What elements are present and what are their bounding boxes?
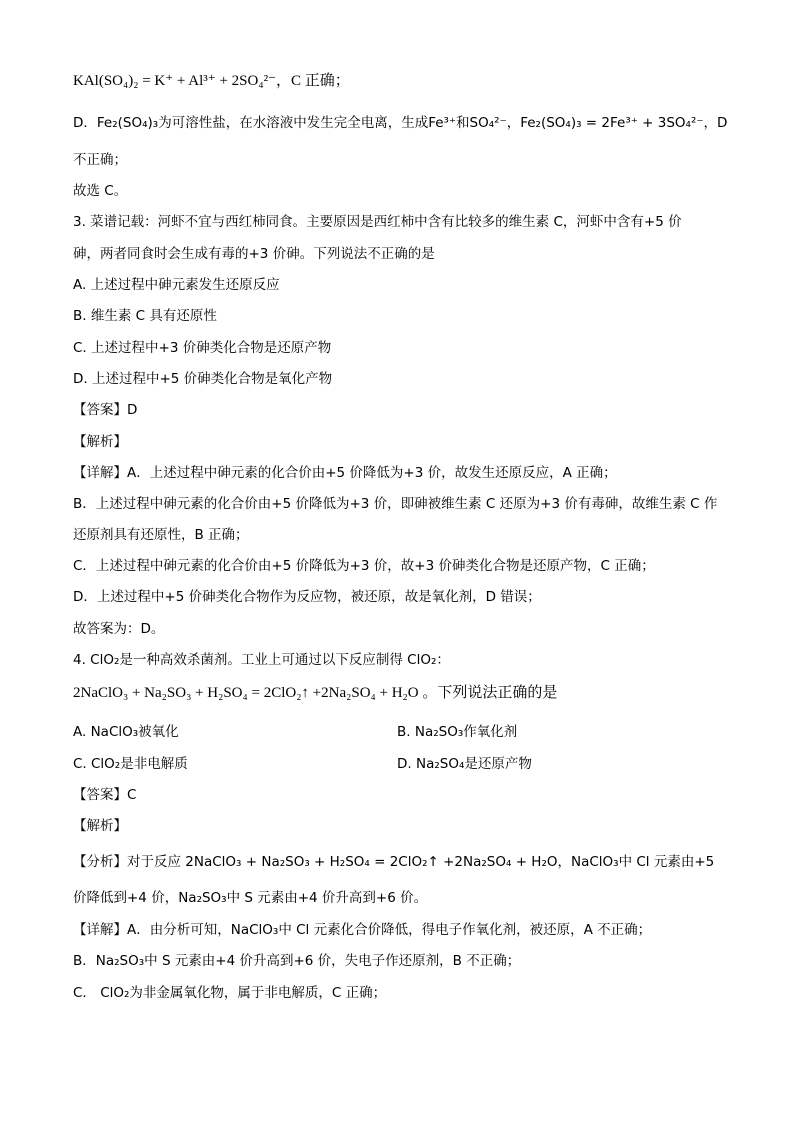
question-3-detail-d: D．上述过程中+5 价砷类化合物作为反应物，被还原，故是氧化剂，D 错误； (73, 589, 541, 605)
question-4-analysis-heading: 【解析】 (73, 818, 127, 834)
question-3-conclusion: 故答案为：D。 (73, 621, 165, 637)
question-3-detail-b-line-1: B．上述过程中砷元素的化合价由+5 价降低为+3 价，即砷被维生素 C 还原为+3 价有毒砷，故维生素 C 作 (73, 496, 718, 512)
text-line-kal-ionization: KAl(SO₄)₂ = K⁺ + Al³⁺ + 2SO₄²⁻，C 正确； (73, 73, 350, 89)
question-3-analysis-heading: 【解析】 (73, 434, 127, 450)
question-3-answer: 【答案】D (73, 402, 138, 418)
question-4-analysis-line-1: 【分析】对于反应 2NaClO₃ + Na₂SO₃ + H₂SO₄ = 2ClO₂↑ +2Na₂SO₄ + H₂O，NaClO₃中 Cl 元素由+5 (73, 854, 715, 870)
question-4-equation-line: 2NaClO₃ + Na₂SO₃ + H₂SO₄ = 2ClO₂↑ +2Na₂SO₄ + H₂O 。下列说法正确的是 (73, 685, 558, 701)
question-4-detail-b: B．Na₂SO₃中 S 元素由+4 价升高到+6 价，失电子作还原剂，B 不正确； (73, 953, 521, 969)
text-line-choose-c: 故选 C。 (73, 183, 128, 199)
question-4-option-d: D. Na₂SO₄是还原产物 (397, 756, 532, 772)
question-4-analysis-line-2: 价降低到+4 价，Na₂SO₃中 S 元素由+4 价升高到+6 价。 (73, 890, 428, 906)
question-4-answer: 【答案】C (73, 787, 137, 803)
text-line-option-d-fe2so43: D．Fe₂(SO₄)₃为可溶性盐，在水溶液中发生完全电离，生成Fe³⁺和SO₄²⁻，Fe₂(SO₄)₃ = 2Fe³⁺ + 3SO₄²⁻，D (73, 115, 728, 131)
question-4-option-b: B. Na₂SO₃作氧化剂 (397, 724, 518, 740)
question-3-stem-line-1: 3. 菜谱记载：河虾不宜与西红柿同食。主要原因是西红柿中含有比较多的维生素 C，河虾中含有+5 价 (73, 214, 682, 230)
question-3-detail-b-line-2: 还原剂具有还原性，B 正确； (73, 527, 249, 543)
question-4-option-c: C. ClO₂是非电解质 (73, 756, 188, 772)
question-4-option-a: A. NaClO₃被氧化 (73, 724, 179, 740)
question-3-stem-line-2: 砷，两者同食时会生成有毒的+3 价砷。下列说法不正确的是 (73, 246, 435, 262)
question-3-detail-a: 【详解】A．上述过程中砷元素的化合价由+5 价降低为+3 价，故发生还原反应，A 正确； (73, 465, 617, 481)
question-3-option-a: A. 上述过程中砷元素发生还原反应 (73, 277, 280, 293)
question-3-detail-c: C．上述过程中砷元素的化合价由+5 价降低为+3 价，故+3 价砷类化合物是还原产物，C 正确； (73, 558, 655, 574)
question-4-stem-line-1: 4. ClO₂是一种高效杀菌剂。工业上可通过以下反应制得 ClO₂： (73, 652, 450, 668)
question-4-detail-c: C． ClO₂为非金属氧化物，属于非电解质，C 正确； (73, 985, 387, 1001)
question-3-option-c: C. 上述过程中+3 价砷类化合物是还原产物 (73, 340, 332, 356)
text-line-incorrect: 不正确； (73, 152, 127, 168)
question-3-option-d: D. 上述过程中+5 价砷类化合物是氧化产物 (73, 371, 333, 387)
question-4-detail-a: 【详解】A．由分析可知，NaClO₃中 Cl 元素化合价降低，得电子作氧化剂，被还原，A 不正确； (73, 922, 652, 938)
question-3-option-b: B. 维生素 C 具有还原性 (73, 308, 217, 324)
